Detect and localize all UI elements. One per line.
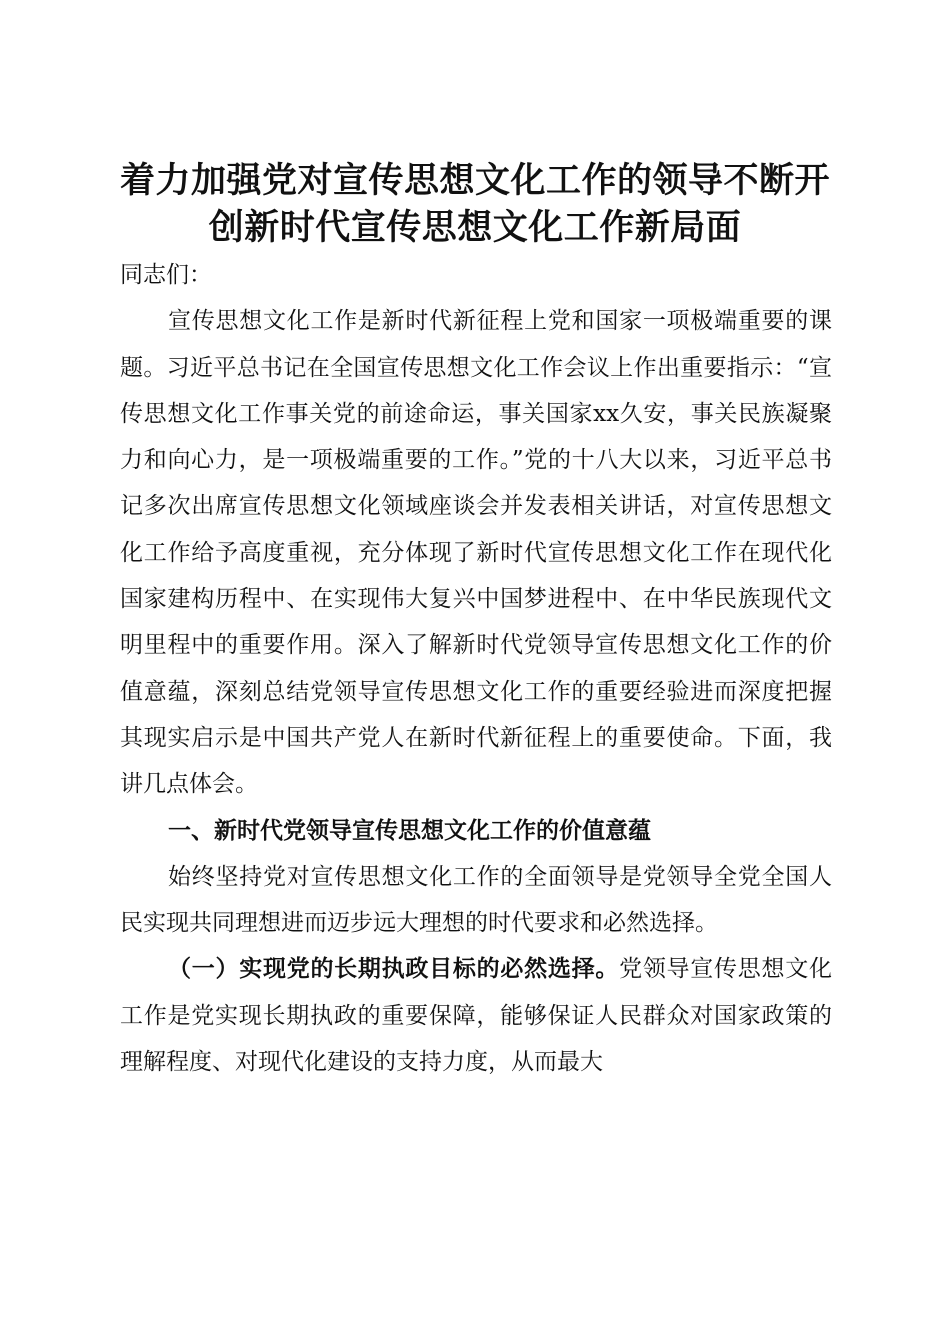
document-body	[120, 252, 832, 1085]
document-title	[100, 157, 850, 251]
salutation: 同志们：	[120, 262, 212, 288]
subsection-1-text: 党领导宣传思想文化工作是党实现长期执政的重要保障，能够保证人民群众对国家政策的理解程度、对现代化建设的支持力度，从而最大	[120, 956, 833, 1076]
intro-paragraph: 宣传思想文化工作是新时代新征程上党和国家一项极端重要的课题。习近平总书记在全国宣传思想文化工作会议上作出重要指示：“宣传思想文化工作事关党的前途命运，事关国家xx久安，事关民族凝聚力和向心力，是一项极端重要的工作。”党的十八大以来，习近平总书记多次出席宣传思想文化领域座谈会并发表相关讲话，对宣传思想文化工作给予高度重视，充分体现了新时代宣传思想文化工作在现代化国家建构历程中、在实现伟大复兴中国梦进程中、在中华民族现代文明里程中的重要作用。深入了解新时代党领导宣传思想文化工作的价值意蕴，深刻总结党领导宣传思想文化工作的重要经验进而深度把握其现实启示是中国共产党人在新时代新征程上的重要使命。下面，我讲几点体会。	[120, 308, 832, 798]
section-heading-1: 一、新时代党领导宣传思想文化工作的价值意蕴	[168, 817, 651, 844]
title-line-1: 着力加强党对宣传思想文化工作的领导不断开	[119, 160, 830, 202]
subsection-heading-1: （一）实现党的长期执政目标的必然选择。	[168, 955, 620, 983]
section-1-paragraph: 始终坚持党对宣传思想文化工作的全面领导是党领导全党全国人民实现共同理想进而迈步远大理想的时代要求和必然选择。	[120, 863, 832, 937]
title-line-2: 创新时代宣传思想文化工作新局面	[208, 207, 742, 249]
subsection-1-paragraph	[120, 946, 832, 1085]
